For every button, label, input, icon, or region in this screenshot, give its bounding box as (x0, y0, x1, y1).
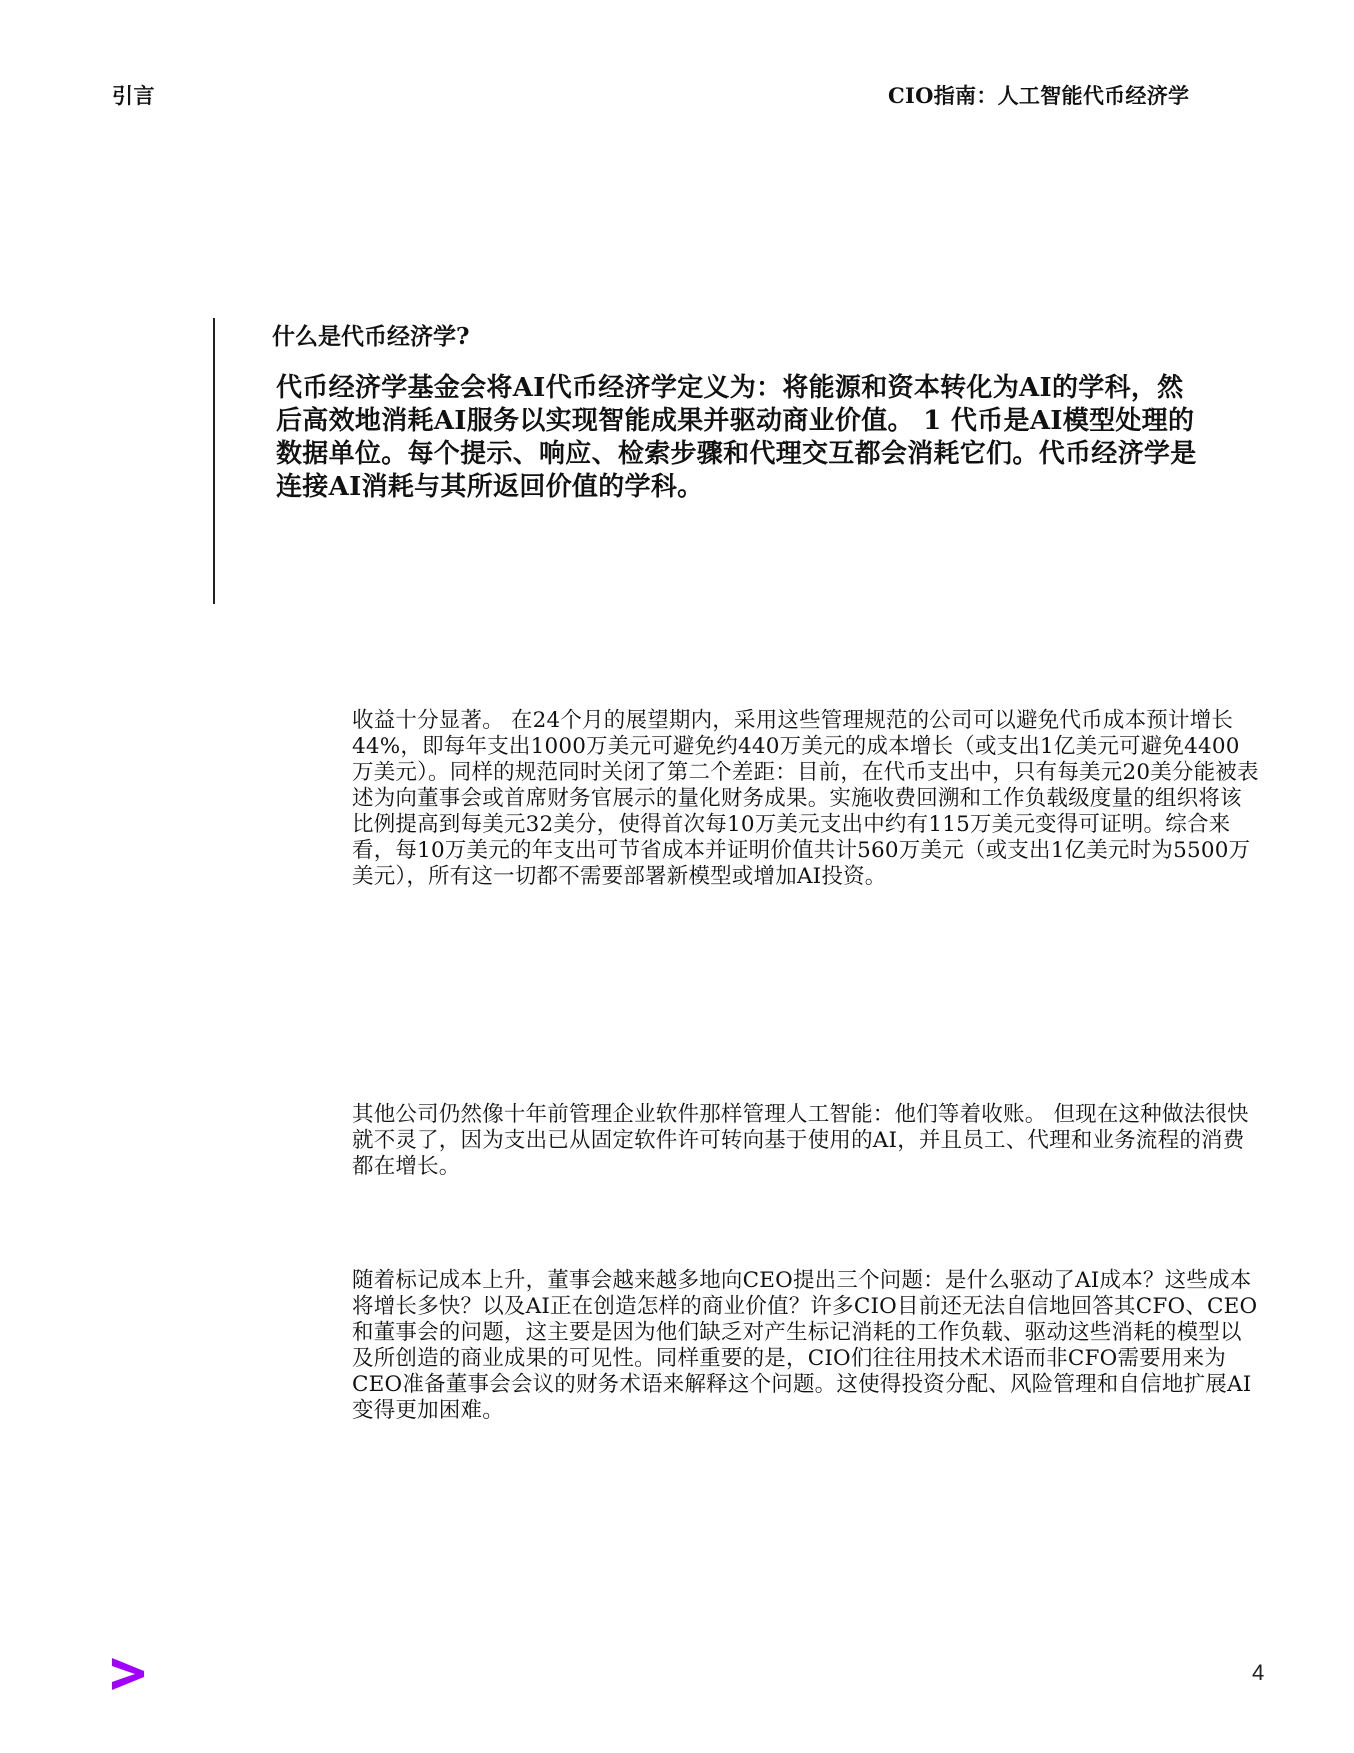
callout-body: 代币经济学基金会将AI代币经济学定义为：将能源和资本转化为AI的学科，然后高效地消耗AI服务以实现智能成果并驱动商业价值。 1 代币是AI模型处理的数据单位。每个提示、响应、检索步骤和代理交互都会消耗它们。代币经济学是连接AI消耗与其所返回价值的学科。 (276, 373, 1197, 502)
callout-heading: 什么是代币经济学? (272, 323, 470, 350)
body-paragraph: 收益十分显著。 在24个月的展望期内，采用这些管理规范的公司可以避免代币成本预计增长44%，即每年支出1000万美元可避免约440万美元的成本增长（或支出1亿美元可避免4400万美元）。同样的规范同时关闭了第二个差距：目前，在代币支出中，只有每美元20美分能被表述为向董事会或首席财务官展示的量化财务成果。实施收费回溯和工作负载级度量的组织将该比例提高到每美元32美分，使得首次每10万美元支出中约有115万美元变得可证明。综合来看，每10万美元的年支出可节省成本并证明价值共计560万美元（或支出1亿美元时为5500万美元），所有这一切都不需要部署新模型或增加AI投资。 (352, 708, 1259, 889)
body-paragraph: 随着标记成本上升，董事会越来越多地向CEO提出三个问题：是什么驱动了AI成本？这些成本将增长多快？以及AI正在创造怎样的商业价值？许多CIO目前还无法自信地回答其CFO、CEO和董事会的问题，这主要是因为他们缺乏对产生标记消耗的工作负载、驱动这些消耗的模型以及所创造的商业成果的可见性。同样重要的是，CIO们往往用技术术语而非CFO需要用来为CEO准备董事会会议的财务术语来解释这个问题。这使得投资分配、风险管理和自信地扩展AI变得更加困难。 (352, 1268, 1258, 1423)
document-title: CIO指南：人工智能代币经济学 (888, 83, 1190, 108)
page-number: 4 (1252, 1660, 1265, 1685)
section-label: 引言 (112, 83, 155, 108)
callout-divider (213, 318, 215, 604)
accenture-chevron-icon (110, 1656, 146, 1692)
body-paragraph: 其他公司仍然像十年前管理企业软件那样管理人工智能：他们等着收账。 但现在这种做法很快就不灵了，因为支出已从固定软件许可转向基于使用的AI，并且员工、代理和业务流程的消费都在增长。 (352, 1102, 1249, 1179)
